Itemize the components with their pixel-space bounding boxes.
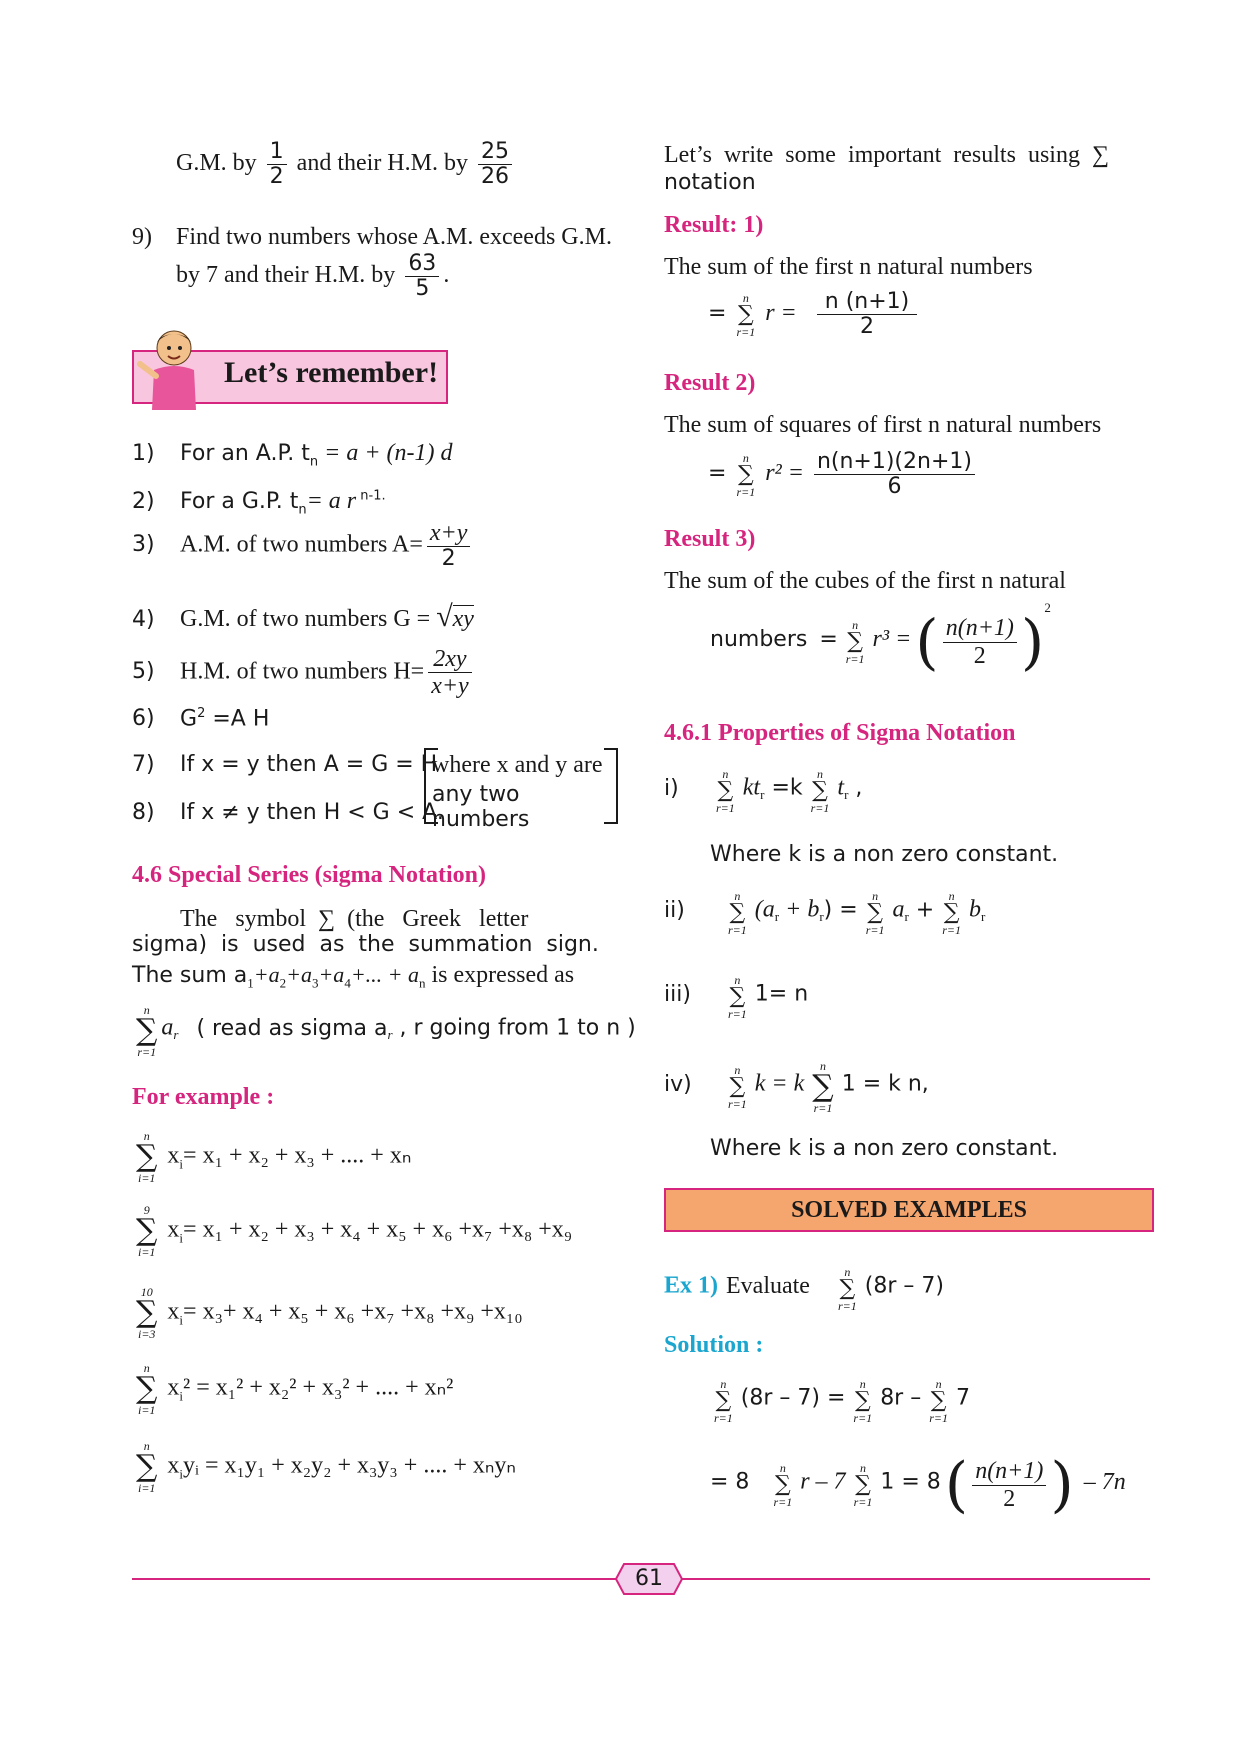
sigma-icon: ∑ bbox=[930, 1388, 947, 1413]
result1-heading: Result: 1) bbox=[664, 212, 764, 238]
remember-5: 5) H.M. of two numbers H= $\frac{2xy}{x+y}$ bbox=[132, 646, 476, 700]
remember-3: 3) A.M. of two numbers A= $\frac{x+y}{2}$ bbox=[132, 520, 474, 572]
sigma-icon: ∑ bbox=[839, 1276, 856, 1301]
property-iii: iii) n ∑ r=1 1= n bbox=[664, 973, 809, 1021]
example-row: 9 ∑ i=1 $x_i= x_1 + x_2 + x_3 + x_4 + x_5 + x_6 +x_7 +x_8 +x_9$ bbox=[136, 1203, 573, 1259]
sigma-icon: ∑ bbox=[136, 1449, 158, 1484]
sigma-icon: ∑ bbox=[136, 1213, 158, 1248]
hm-text: and their H.M. by bbox=[296, 150, 468, 177]
property-iv-note: Where k is a non zero constant. bbox=[710, 1136, 1059, 1161]
property-iv: iv) n ∑ r=1 k = k n ∑ r=1 1 = k n, bbox=[664, 1059, 929, 1115]
sigma-icon: ∑ bbox=[136, 1371, 158, 1406]
lets-remember-title: Let’s remember! bbox=[224, 356, 439, 389]
sigma-icon: ∑ bbox=[729, 984, 746, 1009]
example-row: 10 ∑ i=3 $x_i= x_3+ x_4 + x_5 + x_6 +x_7 +x_8 +x_9 +x_{10}$ bbox=[136, 1285, 523, 1341]
sigma-icon: ∑ bbox=[867, 900, 883, 925]
sigma-icon: ∑ bbox=[847, 629, 864, 655]
property-i-note: Where k is a non zero constant. bbox=[710, 842, 1059, 867]
q9-number: 9) bbox=[132, 224, 152, 250]
sec46-para-line2: sigma) is used as the summation sign. bbox=[132, 932, 599, 957]
sigma-icon: ∑ bbox=[729, 1074, 746, 1099]
result3-heading: Result 3) bbox=[664, 526, 756, 552]
q9-fraction: $\frac{63}{5}$ bbox=[405, 252, 439, 301]
property-ii: ii) n ∑ r=1 $(a_r + b_r)$ = n ∑ r=1 $a_r$ + n ∑ r=1 $b_r$ bbox=[664, 889, 986, 937]
right-intro-line1: Let’s write some important results using ∑ bbox=[664, 142, 1110, 168]
result2-formula: = n ∑ r=1 r² = $\frac{n(n+1)(2n+1)}{6}$ bbox=[708, 450, 979, 499]
result1-formula: = n ∑ r=1 r = $\frac{n (n+1)}{2}$ bbox=[708, 290, 921, 339]
properties-title: 4.6.1 Properties of Sigma Notation bbox=[664, 720, 1016, 746]
remember-8: 8) If x ≠ y then H < G < A. bbox=[132, 800, 444, 825]
gm-text: G.M. by bbox=[176, 150, 257, 177]
sec46-para-line3: The sum $a_1+a_2+a_3+a_4+$... + $a_n$ is expressed as bbox=[132, 962, 575, 991]
page-number: 61 bbox=[635, 1566, 663, 1591]
example-row: n ∑ i=1 $x_i^2 = x_1^2 + x_2^2 + x_3^2$ + .... + xₙ² bbox=[136, 1361, 454, 1417]
solution-heading: Solution : bbox=[664, 1332, 764, 1358]
solution-line2: = 8 n ∑ r=1 r – 7 n ∑ r=1 1 = 8 ( $\frac{n(n+1)}{2}$ ) – 7n bbox=[710, 1450, 1126, 1520]
result2-text: The sum of squares of first n natural numbers bbox=[664, 412, 1102, 438]
sigma-icon: ∑ bbox=[943, 900, 960, 925]
sigma-icon: ∑ bbox=[729, 900, 746, 925]
sigma-icon: ∑ bbox=[715, 1388, 732, 1413]
result3-text: The sum of the cubes of the first n natural bbox=[664, 568, 1066, 594]
right-intro-line2: notation bbox=[664, 170, 756, 195]
sigma-icon: ∑ bbox=[855, 1472, 871, 1497]
sigma-icon: ∑ bbox=[812, 1069, 834, 1104]
example-row: n ∑ i=1 $x_i= x_1 + x_2 + x_3$ + .... + xₙ bbox=[136, 1129, 412, 1185]
remember-2: 2) For a G.P. $t_n= a$ r $^{n-1.}$ bbox=[132, 488, 386, 518]
sigma-icon: ∑ bbox=[136, 1139, 158, 1174]
sigma-icon: ∑ bbox=[136, 1013, 158, 1048]
sigma-icon: ∑ bbox=[854, 1388, 871, 1413]
sec46-para-line1: The symbol ∑ (the Greek letter bbox=[180, 906, 529, 932]
remember-6: 6) $G^2 =A$ H bbox=[132, 706, 270, 732]
result3-formula: numbers = n ∑ r=1 r³ = ( $\frac{n(n+1)}{2}$ )$^2$ bbox=[710, 600, 1051, 678]
sigma-read-as: n ∑ r=1 $a_r$ ( read as sigma $a_r$ , r going from 1 to n ) bbox=[136, 1003, 636, 1059]
solved-examples-banner: SOLVED EXAMPLES bbox=[664, 1188, 1154, 1232]
ex1-line: Ex 1) Evaluate n ∑ r=1 (8r – 7) bbox=[664, 1265, 944, 1313]
bracket-line1: where x and y are bbox=[432, 752, 603, 778]
for-example-heading: For example : bbox=[132, 1084, 275, 1110]
property-i: i) n ∑ r=1 $kt_r =k$ n ∑ r=1 $t_r$ , bbox=[664, 767, 863, 815]
example-row: n ∑ i=1 $x_iyᵢ = x_1y_1 + x_2y_2 + x_3y_3$ + .... + xₙyₙ bbox=[136, 1439, 516, 1495]
gm-fraction: $\frac{1}{2}$ bbox=[267, 140, 287, 189]
sigma-icon: ∑ bbox=[737, 461, 754, 487]
remember-7: 7) If x = y then A = G = H bbox=[132, 752, 438, 777]
sqrt-icon: √ bbox=[436, 600, 453, 633]
section-4-6-title: 4.6 Special Series (sigma Notation) bbox=[132, 862, 486, 888]
sigma-icon: ∑ bbox=[717, 778, 734, 803]
sigma-icon: ∑ bbox=[774, 1472, 791, 1497]
bracket-line2: any two numbers bbox=[432, 782, 530, 832]
q9-line1: Find two numbers whose A.M. exceeds G.M. bbox=[176, 224, 612, 250]
hm-fraction: $\frac{25}{26}$ bbox=[478, 140, 512, 189]
bracket-note bbox=[424, 748, 618, 832]
solution-line1: n ∑ r=1 (8r – 7) = n ∑ r=1 8r – n ∑ r=1 7 bbox=[714, 1377, 971, 1425]
remember-4: 4) G.M. of two numbers G = √xy bbox=[132, 600, 474, 633]
remember-1: 1) For an A.P. $t_n = a + (n-1)$ d bbox=[132, 440, 453, 470]
result1-text: The sum of the first n natural numbers bbox=[664, 254, 1033, 280]
q9-line2: by 7 and their H.M. by $\frac{63}{5}$ . bbox=[176, 251, 450, 302]
sigma-icon: ∑ bbox=[737, 301, 754, 327]
result2-heading: Result 2) bbox=[664, 370, 756, 396]
sigma-icon: ∑ bbox=[812, 778, 828, 803]
boy-illustration-icon bbox=[130, 326, 210, 410]
sigma-icon: ∑ bbox=[136, 1295, 158, 1330]
top-continuation bbox=[176, 140, 516, 189]
